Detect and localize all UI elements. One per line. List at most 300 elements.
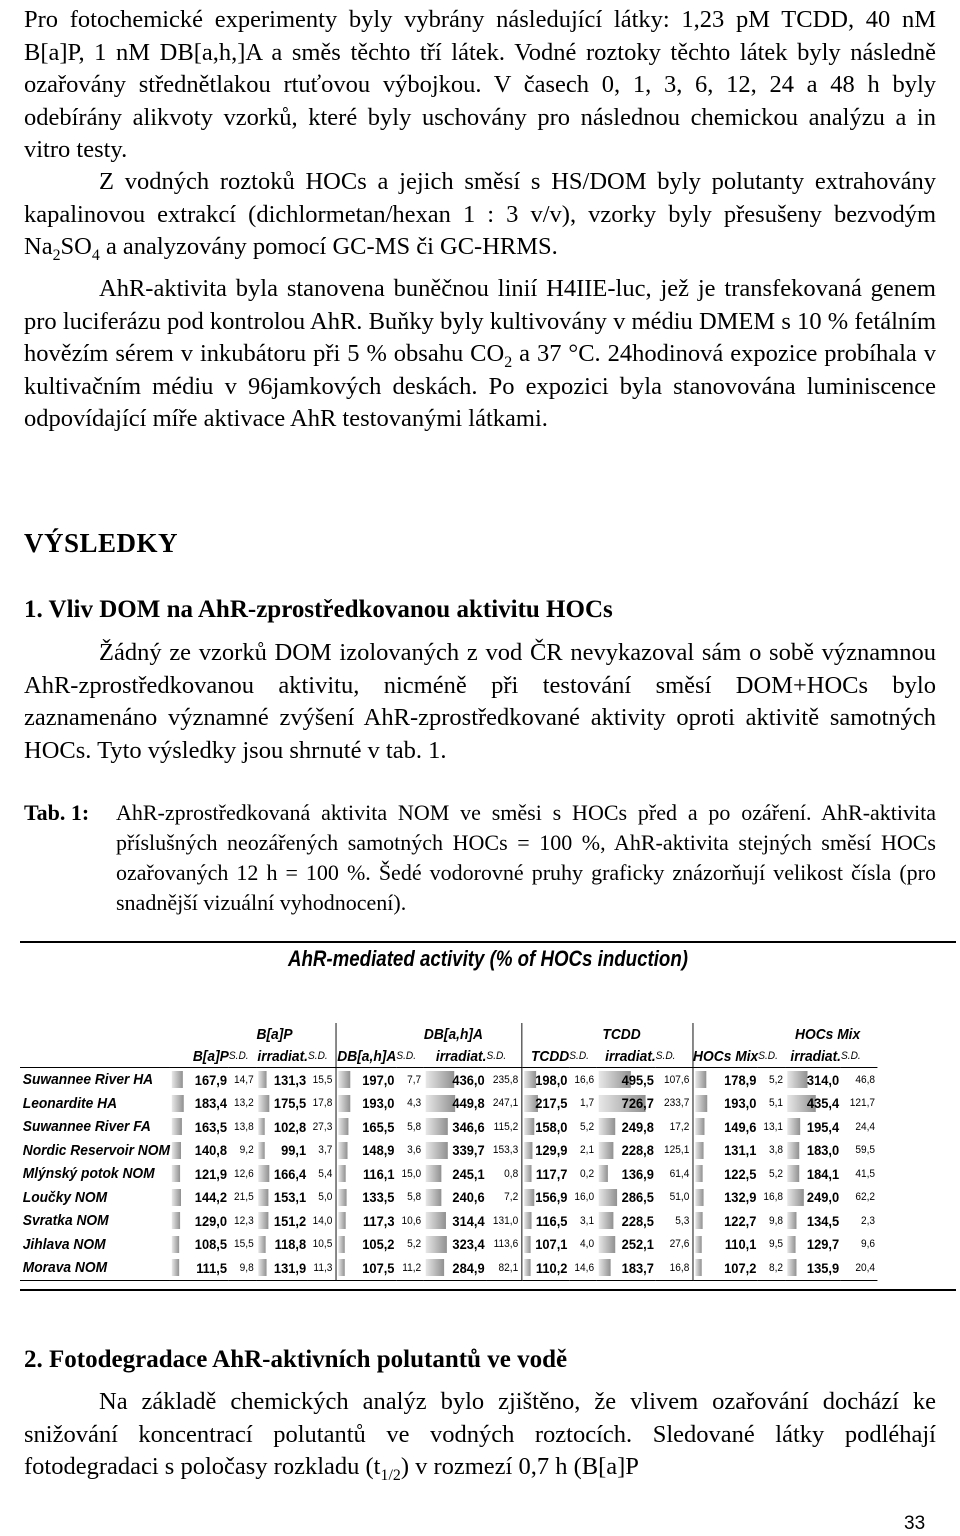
- table-row: [20, 1209, 878, 1233]
- value-cell: [521, 1092, 569, 1116]
- sd-cell: 2,3: [860, 1214, 876, 1227]
- value-text: 129,7: [806, 1236, 840, 1253]
- value-cell: [521, 1209, 569, 1233]
- table-caption: [24, 798, 936, 918]
- paragraph-ahr-assay: AhR-aktivita byla stanovena buněčnou linií H4IIE-luc, jež je transfekovaná genem pro luciferázu pod kontrolou AhR. Buňky byly kultivovány v médiu DMEM s 10 % fetálním hovězím sérem v inkubátoru při 5 % obsahu $CO_2$ a 37 °C. 24hodinová expozice probíhala v kultivačním médiu v 96jamkových deskách. Po expozici byla stanovována luminiscence odpovídající míře aktivace AhR testovanými látkami.: [24, 275, 936, 432]
- value-bar: [258, 1165, 269, 1182]
- value-cell: [521, 1233, 569, 1257]
- sd-cell: 12,6: [234, 1167, 254, 1180]
- value-bar: [338, 1165, 345, 1182]
- sd-cell: 5,0: [318, 1191, 333, 1204]
- value-bar: [172, 1236, 179, 1253]
- value-bar: [258, 1095, 269, 1112]
- value-text: 495,5: [621, 1071, 654, 1088]
- value-bar: [172, 1189, 181, 1206]
- sd-cell: 14,7: [234, 1073, 254, 1086]
- value-bar: [172, 1165, 180, 1182]
- value-text: 122,5: [724, 1165, 757, 1182]
- value-cell: [256, 1233, 308, 1257]
- table-row: [20, 1115, 878, 1139]
- sd-cell: 107,6: [664, 1073, 690, 1086]
- sd-cell: 5,2: [580, 1120, 595, 1133]
- value-cell: [336, 1162, 397, 1186]
- value-text: 131,3: [273, 1071, 307, 1088]
- value-bar: [788, 1118, 801, 1135]
- value-bar: [524, 1165, 532, 1182]
- value-text: 135,9: [806, 1259, 840, 1276]
- table-row: [20, 1256, 878, 1280]
- value-cell: [597, 1092, 656, 1116]
- value-bar: [695, 1189, 704, 1206]
- value-bar: [524, 1236, 531, 1253]
- value-bar: [258, 1189, 268, 1206]
- value-bar: [788, 1189, 804, 1206]
- column-header: irradiat.: [256, 1045, 308, 1068]
- value-text: 99,1: [281, 1142, 307, 1159]
- sd-cell: 14,0: [312, 1214, 333, 1227]
- value-bar: [524, 1189, 534, 1206]
- value-text: 286,5: [621, 1189, 654, 1206]
- value-text: 178,9: [724, 1071, 757, 1088]
- value-text: 149,6: [724, 1118, 757, 1135]
- sd-cell: 12,3: [234, 1214, 254, 1227]
- page-number: 33: [904, 1513, 926, 1534]
- value-text: 133,5: [362, 1189, 395, 1206]
- table-row: [20, 1162, 878, 1186]
- value-bar: [258, 1259, 266, 1276]
- value-cell: [424, 1233, 487, 1257]
- value-text: 131,9: [273, 1259, 307, 1276]
- value-bar: [599, 1236, 615, 1253]
- row-label: Svratka NOM: [22, 1212, 109, 1230]
- sd-cell: 5,3: [675, 1214, 690, 1227]
- sd-cell: 5,2: [768, 1167, 784, 1180]
- value-text: 166,4: [273, 1165, 307, 1182]
- value-bar: [695, 1236, 702, 1253]
- sd-cell: 0,8: [504, 1167, 519, 1180]
- value-cell: [170, 1209, 229, 1233]
- table-row: [20, 1139, 878, 1163]
- value-bar: [172, 1142, 181, 1159]
- value-cell: [256, 1068, 308, 1092]
- value-text: 117,7: [535, 1165, 568, 1182]
- sd-cell: 5,8: [407, 1120, 422, 1133]
- value-bar: [695, 1165, 703, 1182]
- value-cell: [521, 1115, 569, 1139]
- value-text: 165,5: [362, 1118, 395, 1135]
- value-bar: [599, 1189, 617, 1206]
- value-text: 284,9: [452, 1259, 485, 1276]
- value-cell: [597, 1186, 656, 1210]
- value-text: 198,0: [535, 1071, 568, 1088]
- value-bar: [258, 1236, 266, 1253]
- table-top-rule: [20, 941, 956, 943]
- value-cell: [424, 1139, 487, 1163]
- value-cell: [336, 1256, 397, 1280]
- header-row-groups: [20, 1023, 878, 1045]
- value-cell: [693, 1162, 759, 1186]
- value-cell: [597, 1209, 656, 1233]
- paragraph-methods-photochem: Pro fotochemické experimenty byly vybrány následující látky: 1,23 pM TCDD, 40 nM B[a]P, 1 nM DB[a,h,]A a směs těchto tří látek. Vodné roztoky těchto látek byly následně ozařovány střednětlakou rtuťovou výbojkou. V časech 0, 1, 3, 6, 12, 24 a 48 h byly odebírány alikvoty vzorků, které byly uschovány pro následnou chemickou analýzu a in vitro testy.: [24, 6, 936, 163]
- value-text: 117,3: [362, 1212, 395, 1229]
- sd-cell: 5,8: [407, 1191, 422, 1204]
- value-cell: [256, 1209, 308, 1233]
- value-bar: [338, 1236, 345, 1253]
- header-row-columns: [20, 1045, 878, 1068]
- value-bar: [258, 1118, 265, 1135]
- value-text: 228,5: [621, 1212, 654, 1229]
- value-bar: [788, 1236, 796, 1253]
- sd-cell: 0,2: [580, 1167, 595, 1180]
- value-bar: [338, 1142, 348, 1159]
- value-bar: [426, 1095, 455, 1112]
- value-text: 436,0: [452, 1071, 485, 1088]
- value-bar: [695, 1095, 707, 1112]
- value-text: 249,8: [621, 1118, 654, 1135]
- column-header: S.D.: [486, 1045, 521, 1068]
- section2-paragraph: Na základě chemických analýz bylo zjištěno, že vlivem ozařování dochází ke snižování koncentrací polutantů ve vodných roztocích. Sledované látky podléhají fotodegradaci s poločasy rozkladu $(t_{1/2})$ v rozmezí 0,7 h (B[a]P: [24, 1388, 936, 1484]
- value-cell: [256, 1092, 308, 1116]
- value-bar: [524, 1118, 534, 1135]
- value-cell: [256, 1162, 308, 1186]
- header-group-bap: B[a]P: [256, 1025, 293, 1043]
- column-header: irradiat.: [597, 1045, 656, 1068]
- value-cell: [521, 1162, 569, 1186]
- value-cell: [693, 1209, 759, 1233]
- sd-cell: 10,5: [312, 1238, 333, 1251]
- sd-cell: 46,8: [855, 1073, 876, 1086]
- sd-cell: 24,4: [855, 1120, 876, 1133]
- table-row: [20, 1092, 878, 1116]
- sd-cell: 153,3: [492, 1144, 519, 1157]
- value-text: 122,7: [724, 1212, 757, 1229]
- paragraph-extraction: Z vodných roztoků HOCs a jejich směsí s HS/DOM byly polutanty extrahovány kapalinovou extrakcí (dichlormetan/hexan 1 : 3 v/v), vzorky byly přesušeny bezvodým $Na_2SO_4$ a analyzovány pomocí GC-MS či GC-HRMS.: [24, 168, 936, 264]
- value-bar: [695, 1212, 703, 1229]
- column-header: B[a]P: [170, 1045, 229, 1068]
- value-text: 105,2: [362, 1236, 395, 1253]
- value-cell: [256, 1139, 308, 1163]
- column-header: HOCs Mix: [693, 1045, 759, 1068]
- sd-cell: 247,1: [492, 1097, 519, 1110]
- table-row: [20, 1186, 878, 1210]
- column-header: irradiat.: [424, 1045, 487, 1068]
- value-cell: [693, 1115, 759, 1139]
- value-cell: [521, 1256, 569, 1280]
- sd-cell: 13,2: [234, 1097, 254, 1110]
- value-bar: [788, 1212, 797, 1229]
- value-text: 158,0: [535, 1118, 568, 1135]
- value-text: 167,9: [194, 1071, 228, 1088]
- sd-cell: 10,6: [401, 1214, 422, 1227]
- value-text: 144,2: [194, 1189, 228, 1206]
- value-cell: [693, 1186, 759, 1210]
- value-cell: [424, 1256, 487, 1280]
- value-bar: [695, 1142, 703, 1159]
- sd-cell: 8,2: [758, 1256, 786, 1280]
- value-cell: [693, 1256, 759, 1280]
- row-label: Loučky NOM: [22, 1188, 108, 1206]
- table-title: AhR-mediated activity (% of HOCs induction): [287, 946, 689, 971]
- row-label: Leonardite HA: [22, 1094, 118, 1112]
- value-cell: [336, 1139, 397, 1163]
- value-bar: [426, 1165, 442, 1182]
- section2-heading: 2. Fotodegradace AhR-aktivních polutantů ve vodě: [24, 1346, 568, 1373]
- value-cell: [170, 1068, 229, 1092]
- sd-cell: 3,8: [768, 1144, 784, 1157]
- value-bar: [524, 1212, 531, 1229]
- value-cell: [424, 1068, 487, 1092]
- value-text: 148,9: [362, 1142, 395, 1159]
- ahr-table: [20, 941, 956, 1294]
- sd-cell: 9,8: [229, 1256, 257, 1280]
- column-header: S.D.: [841, 1045, 878, 1068]
- value-cell: [597, 1233, 656, 1257]
- sd-cell: 21,5: [234, 1191, 254, 1204]
- value-cell: [170, 1139, 229, 1163]
- sd-cell: 9,6: [860, 1238, 876, 1251]
- value-text: 140,8: [194, 1142, 228, 1159]
- sd-cell: 125,1: [664, 1144, 690, 1157]
- value-cell: [786, 1068, 841, 1092]
- value-bar: [338, 1189, 347, 1206]
- column-header: S.D.: [569, 1045, 597, 1068]
- row-label: Suwannee River FA: [22, 1118, 151, 1136]
- header-group-hocs-mix: HOCs Mix: [795, 1025, 861, 1043]
- value-cell: [424, 1162, 487, 1186]
- value-bar: [599, 1212, 614, 1229]
- value-cell: [786, 1162, 841, 1186]
- sd-cell: 5,4: [318, 1167, 333, 1180]
- sd-cell: 131,0: [492, 1214, 519, 1227]
- sd-cell: 16,8: [763, 1191, 784, 1204]
- sd-cell: 16,8: [656, 1256, 693, 1280]
- value-cell: [170, 1162, 229, 1186]
- value-cell: [336, 1209, 397, 1233]
- sd-cell: 121,7: [849, 1097, 876, 1110]
- sd-cell: 7,7: [407, 1073, 422, 1086]
- value-text: 156,9: [535, 1189, 568, 1206]
- value-bar: [426, 1212, 446, 1229]
- value-cell: [170, 1092, 229, 1116]
- sd-cell: 9,5: [768, 1238, 784, 1251]
- sd-cell: 15,0: [401, 1167, 422, 1180]
- sd-cell: 15,5: [234, 1238, 254, 1251]
- value-bar: [426, 1236, 447, 1253]
- value-text: 134,5: [806, 1212, 840, 1229]
- value-cell: [256, 1186, 308, 1210]
- value-text: 121,9: [194, 1165, 228, 1182]
- value-text: 323,4: [452, 1236, 485, 1253]
- table-bottom-rule: [20, 1289, 956, 1291]
- value-text: 107,2: [724, 1259, 757, 1276]
- value-cell: [786, 1092, 841, 1116]
- value-bar: [338, 1118, 349, 1135]
- section1-heading: 1. Vliv DOM na AhR-zprostředkovanou aktivitu HOCs: [24, 596, 613, 623]
- value-bar: [426, 1189, 441, 1206]
- value-bar: [788, 1071, 808, 1088]
- value-cell: [786, 1209, 841, 1233]
- sd-cell: 11,2: [396, 1256, 424, 1280]
- section1-paragraph: Žádný ze vzorků DOM izolovaných z vod ČR nevykazoval sám o sobě významnou AhR-zprostředkovanou aktivitu, nicméně při testování směsí DOM+HOCs bylo zaznamenáno významné zvýšení AhR-zprostředkované aktivity oproti aktivitě samotných HOCs. Tyto výsledky jsou shrnuté v tab. 1.: [24, 639, 936, 764]
- value-cell: [424, 1092, 487, 1116]
- value-cell: [170, 1233, 229, 1257]
- sd-cell: 14,6: [569, 1256, 597, 1280]
- value-cell: [336, 1068, 397, 1092]
- value-cell: [521, 1139, 569, 1163]
- value-text: 129,9: [535, 1142, 568, 1159]
- value-text: 449,8: [452, 1095, 485, 1112]
- value-cell: [521, 1186, 569, 1210]
- value-bar: [172, 1118, 183, 1135]
- value-bar: [788, 1165, 800, 1182]
- value-cell: [170, 1256, 229, 1280]
- sd-cell: 9,8: [768, 1214, 784, 1227]
- sd-cell: 7,2: [504, 1191, 519, 1204]
- value-text: 136,9: [621, 1165, 654, 1182]
- value-text: 111,5: [196, 1259, 228, 1276]
- value-text: 314,0: [806, 1071, 840, 1088]
- value-text: 184,1: [806, 1165, 840, 1182]
- value-text: 110,1: [724, 1236, 757, 1253]
- value-text: 131,1: [724, 1142, 757, 1159]
- value-bar: [258, 1071, 266, 1088]
- value-text: 107,5: [362, 1259, 395, 1276]
- value-cell: [693, 1068, 759, 1092]
- sd-cell: 3,6: [407, 1144, 422, 1157]
- value-bar: [172, 1095, 184, 1112]
- value-text: 245,1: [452, 1165, 485, 1182]
- value-text: 183,7: [621, 1259, 654, 1276]
- value-text: 195,4: [806, 1118, 840, 1135]
- value-text: 197,0: [362, 1071, 395, 1088]
- sd-cell: 115,2: [493, 1120, 519, 1133]
- value-bar: [599, 1142, 614, 1159]
- value-cell: [336, 1186, 397, 1210]
- sd-cell: 15,5: [312, 1073, 333, 1086]
- value-text: 107,1: [535, 1236, 568, 1253]
- value-cell: [424, 1209, 487, 1233]
- sd-cell: 51,0: [669, 1191, 690, 1204]
- value-text: 252,1: [621, 1236, 654, 1253]
- value-bar: [524, 1259, 531, 1276]
- value-text: 132,9: [724, 1189, 757, 1206]
- value-text: 314,4: [452, 1212, 485, 1229]
- value-text: 217,5: [535, 1095, 568, 1112]
- caption-label: Tab. 1:: [24, 800, 90, 825]
- value-cell: [424, 1115, 487, 1139]
- sd-cell: 11,3: [308, 1256, 336, 1280]
- sd-cell: 59,5: [855, 1144, 876, 1157]
- value-bar: [338, 1259, 345, 1276]
- value-text: 228,8: [621, 1142, 654, 1159]
- value-cell: [336, 1233, 397, 1257]
- value-text: 110,2: [535, 1259, 568, 1276]
- value-cell: [597, 1162, 656, 1186]
- sd-cell: 16,6: [574, 1073, 595, 1086]
- column-header: TCDD: [521, 1045, 569, 1068]
- row-label: Mlýnský potok NOM: [22, 1165, 155, 1183]
- value-bar: [338, 1095, 350, 1112]
- value-bar: [426, 1259, 444, 1276]
- value-cell: [336, 1115, 397, 1139]
- value-cell: [170, 1115, 229, 1139]
- value-bar: [599, 1118, 615, 1135]
- value-cell: [597, 1256, 656, 1280]
- value-cell: [693, 1092, 759, 1116]
- sd-cell: 27,6: [669, 1238, 690, 1251]
- value-text: 175,5: [273, 1095, 307, 1112]
- value-cell: [256, 1256, 308, 1280]
- value-text: 193,0: [362, 1095, 395, 1112]
- value-text: 108,5: [194, 1236, 228, 1253]
- value-bar: [599, 1259, 611, 1276]
- value-bar: [426, 1142, 448, 1159]
- value-bar: [258, 1142, 264, 1159]
- value-cell: [521, 1068, 569, 1092]
- sd-cell: 9,2: [239, 1144, 254, 1157]
- sd-cell: 27,3: [312, 1120, 333, 1133]
- results-heading: VÝSLEDKY: [24, 528, 179, 558]
- value-bar: [695, 1118, 705, 1135]
- value-bar: [788, 1259, 797, 1276]
- column-header: S.D.: [758, 1045, 786, 1068]
- value-text: 116,5: [535, 1212, 568, 1229]
- header-group-dbaha: DB[a,h]A: [423, 1025, 483, 1043]
- value-cell: [336, 1092, 397, 1116]
- sd-cell: 2,1: [580, 1144, 595, 1157]
- sd-cell: 235,8: [492, 1073, 519, 1086]
- value-bar: [172, 1071, 183, 1088]
- value-bar: [695, 1071, 707, 1088]
- value-cell: [424, 1186, 487, 1210]
- value-bar: [524, 1142, 532, 1159]
- value-bar: [599, 1165, 608, 1182]
- value-text: 183,4: [194, 1095, 228, 1112]
- value-cell: [786, 1186, 841, 1210]
- data-table: [20, 1023, 878, 1281]
- value-text: 435,4: [806, 1095, 840, 1112]
- sd-cell: 16,0: [574, 1191, 595, 1204]
- column-header: S.D.: [229, 1045, 257, 1068]
- value-bar: [258, 1212, 268, 1229]
- sd-cell: 3,7: [318, 1144, 333, 1157]
- value-bar: [172, 1259, 179, 1276]
- sd-cell: 1,7: [580, 1097, 595, 1110]
- value-bar: [426, 1118, 448, 1135]
- value-cell: [693, 1233, 759, 1257]
- value-cell: [786, 1233, 841, 1257]
- value-cell: [597, 1139, 656, 1163]
- sd-cell: 82,1: [486, 1256, 521, 1280]
- value-cell: [786, 1115, 841, 1139]
- value-bar: [172, 1212, 180, 1229]
- value-text: 339,7: [452, 1142, 485, 1159]
- column-header: DB[a,h]A: [336, 1045, 397, 1068]
- row-label: Suwannee River HA: [22, 1071, 154, 1089]
- column-header: S.D.: [396, 1045, 424, 1068]
- value-text: 102,8: [273, 1118, 307, 1135]
- row-label: Morava NOM: [20, 1256, 170, 1280]
- sd-cell: 41,5: [855, 1167, 876, 1180]
- sd-cell: 13,1: [763, 1120, 784, 1133]
- column-header: irradiat.: [786, 1045, 841, 1068]
- value-text: 151,2: [273, 1212, 307, 1229]
- column-header: S.D.: [308, 1045, 336, 1068]
- sd-cell: 62,2: [855, 1191, 876, 1204]
- sd-cell: 61,4: [669, 1167, 690, 1180]
- sd-cell: 5,1: [768, 1097, 784, 1110]
- sd-cell: 4,3: [407, 1097, 422, 1110]
